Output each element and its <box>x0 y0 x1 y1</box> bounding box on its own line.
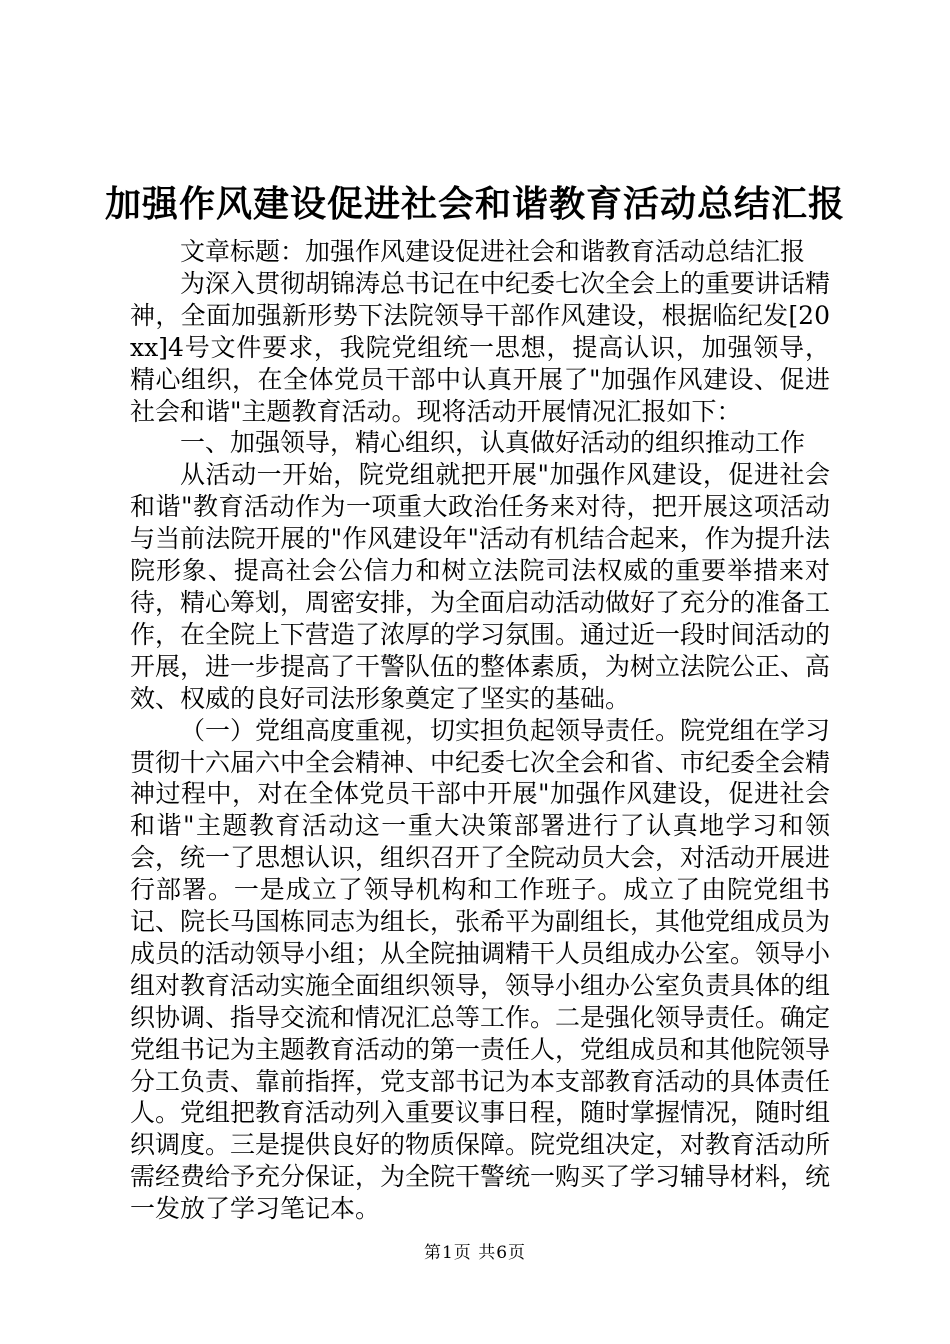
section-paragraph: 从活动一开始，院党组就把开展"加强作风建设，促进社会和谐"教育活动作为一项重大政治任务来对待，把开展这项活动与当前法院开展的"作风建设年"活动有机结合起来，作为提升法院形象、提高社会公信力和树立法院司法权威的重要举措来对待，精心筹划，周密安排，为全面启动活动做好了充分的准备工作，在全院上下营造了浓厚的学习氛围。通过近一段时间活动的开展，进一步提高了干警队伍的整体素质，为树立法院公正、高效、权威的良好司法形象奠定了坚实的基础。 <box>130 460 831 713</box>
document-title: 加强作风建设促进社会和谐教育活动总结汇报 <box>104 183 845 225</box>
article-title-line: 文章标题：加强作风建设促进社会和谐教育活动总结汇报 <box>180 237 806 266</box>
page-number-footer: 第1页 共6页 <box>423 1243 527 1263</box>
subsection-paragraph: （一）党组高度重视，切实担负起领导责任。院党组在学习贯彻十六届六中全会精神、中纪委七次全会和省、市纪委全会精神过程中，对在全体党员干部中开展"加强作风建设，促进社会和谐"主题教育活动这一重大决策部署进行了认真地学习和领会，统一了思想认识，组织召开了全院动员大会，对活动开展进行部署。一是成立了领导机构和工作班子。成立了由院党组书记、院长马国栋同志为组长，张希平为副组长，其他党组成员为成员的活动领导小组；从全院抽调精干人员组成办公室。领导小组对教育活动实施全面组织领导，领导小组办公室负责具体的组织协调、指导交流和情况汇总等工作。二是强化领导责任。确定党组书记为主题教育活动的第一责任人，党组成员和其他院领导分工负责、靠前指挥，党支部书记为本支部教育活动的具体责任人。党组把教育活动列入重要议事日程，随时掌握情况，随时组织调度。三是提供良好的物质保障。院党组决定，对教育活动所需经费给予充分保证，为全院干警统一购买了学习辅导材料，统一发放了学习笔记本。 <box>130 715 831 1224</box>
document-body <box>130 236 830 1225</box>
intro-paragraph: 为深入贯彻胡锦涛总书记在中纪委七次全会上的重要讲话精神，全面加强新形势下法院领导干部作风建设，根据临纪发[20xx]4号文件要求，我院党组统一思想，提高认识，加强领导，精心组织，在全体党员干部中认真开展了"加强作风建设、促进社会和谐"主题教育活动。现将活动开展情况汇报如下： <box>130 268 831 426</box>
section-heading: 一、加强领导，精心组织，认真做好活动的组织推动工作 <box>180 428 806 458</box>
